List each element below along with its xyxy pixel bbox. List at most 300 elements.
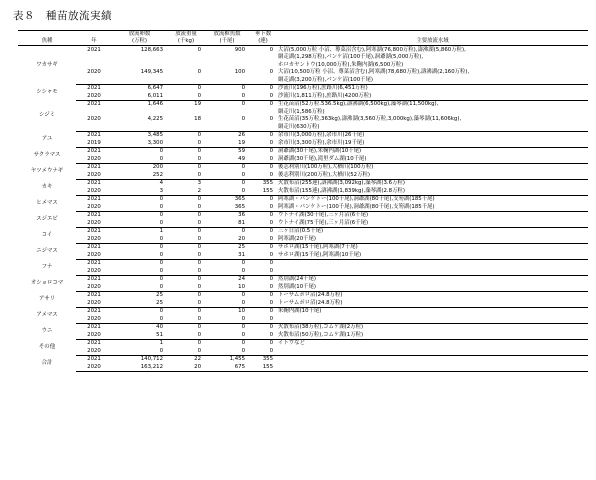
area-cell: 生花苗沼(35万粒,363kg),濤沸湖(3,560万粒,3,000kg),藻琴湖(11,606kg), <box>278 116 462 123</box>
table-title: 表８ 種苗放流実績 <box>13 10 112 22</box>
area-cell: 沙流川(196万粒),庶路川(6,451万粒) <box>278 85 368 92</box>
species-cell: ニジマス <box>36 247 58 254</box>
year-cell: 2021 <box>87 85 101 92</box>
species-cell: ヒメマス <box>36 199 58 206</box>
year-cell: 2020 <box>76 92 112 100</box>
table-row <box>18 116 588 124</box>
hang-cell: 0 <box>269 196 273 203</box>
eggs-cell: 3 <box>112 187 167 195</box>
year-cell: 2021 <box>87 196 101 203</box>
weight-cell: 0 <box>197 212 201 219</box>
table-row <box>18 259 588 267</box>
header-hang-unit: (連) <box>258 37 268 44</box>
eggs-cell: 149,345 <box>140 69 163 76</box>
fry-cell: 0 <box>241 340 245 347</box>
weight-cell: 0 <box>197 324 201 331</box>
eggs-cell: 0 <box>112 235 167 243</box>
fry-cell: 26 <box>238 132 245 139</box>
hang-cell: 0 <box>249 139 277 147</box>
table-row <box>18 195 588 203</box>
hang-cell: 155 <box>249 187 277 195</box>
eggs-cell: 0 <box>159 196 163 203</box>
header-weight-label: 放流重量 <box>175 31 197 37</box>
fry-cell: 1,455 <box>229 356 245 363</box>
hang-cell: 0 <box>249 92 277 100</box>
table-row <box>18 131 588 139</box>
eggs-cell: 1,646 <box>147 101 163 108</box>
weight-cell: 18 <box>194 116 201 123</box>
fry-cell: 0 <box>241 101 245 108</box>
table-row <box>18 251 588 259</box>
hang-cell: 0 <box>249 267 277 275</box>
year-cell: 2021 <box>87 46 101 53</box>
header-hang-label: 垂下数 <box>254 31 272 37</box>
species-cell: シシャモ <box>36 88 58 95</box>
year-cell: 2021 <box>87 340 101 347</box>
weight-cell: 0 <box>167 171 205 179</box>
table-row <box>18 147 588 155</box>
weight-cell-continued <box>167 108 205 116</box>
eggs-cell: 0 <box>159 212 163 219</box>
area-cell: 阿寒湖・パンケトー(100千尾),洞爺湖(80千尾),支笏湖(185千尾) <box>277 203 588 211</box>
table-row <box>18 219 588 227</box>
fry-cell: 0 <box>241 164 245 171</box>
area-cell: 三ヶ日沼(0.5千尾) <box>278 228 324 235</box>
table-row <box>18 46 588 54</box>
year-cell: 2020 <box>76 219 112 227</box>
eggs-cell: 0 <box>112 315 167 323</box>
header-weight <box>167 31 205 46</box>
fry-cell: 19 <box>205 139 249 147</box>
eggs-cell: 128,663 <box>140 46 163 53</box>
eggs-cell: 4 <box>159 180 163 187</box>
species-cell: コイ <box>41 231 53 238</box>
area-cell: 火散布沼(38万粒),コムケ湖(2万粒) <box>278 324 364 331</box>
area-cell: 洞爺湖(30千尾),朱鞠内湖(10千尾) <box>278 148 362 155</box>
fry-cell: 100 <box>234 69 245 76</box>
hang-cell: 0 <box>269 308 273 315</box>
hang-cell: 0 <box>249 315 277 323</box>
fry-cell: 24 <box>238 276 245 283</box>
weight-cell-continued <box>167 61 205 69</box>
year-cell: 2021 <box>87 260 101 267</box>
area-cell: 火散布沼(50万粒),コムケ湖(1万粒) <box>277 331 588 339</box>
fry-cell-continued <box>205 61 249 69</box>
fry-cell: 20 <box>205 235 249 243</box>
year-cell: 2020 <box>76 347 112 355</box>
weight-cell: 20 <box>167 363 205 371</box>
eggs-cell: 163,212 <box>112 363 167 371</box>
year-cell: 2020 <box>76 283 112 291</box>
species-cell: ワカサギ <box>36 61 58 68</box>
eggs-cell: 0 <box>159 244 163 251</box>
fry-cell: 0 <box>241 260 245 267</box>
hang-cell: 0 <box>269 260 273 267</box>
eggs-cell: 6,011 <box>112 92 167 100</box>
eggs-cell-continued <box>112 123 167 131</box>
weight-cell: 0 <box>167 251 205 259</box>
area-cell: 網走川(1,586万粒) <box>278 108 325 115</box>
year-cell: 2020 <box>76 299 112 307</box>
table-row <box>18 100 588 108</box>
weight-cell: 0 <box>197 196 201 203</box>
area-cell <box>277 347 588 355</box>
area-cell: 洞爺湖(30千尾),滝里ダム湖(10千尾) <box>277 155 588 163</box>
table-row <box>18 139 588 147</box>
area-cell: 後志利別川(100万粒),大楢川(100万粒) <box>278 164 374 171</box>
weight-cell: 0 <box>197 85 201 92</box>
area-cell: 沙流川(1,811万粒),庶路川(4200万粒) <box>277 92 588 100</box>
weight-cell: 0 <box>197 260 201 267</box>
fry-cell: 365 <box>205 203 249 211</box>
fry-cell-continued <box>205 54 249 62</box>
fry-cell: 0 <box>241 85 245 92</box>
table-row <box>18 331 588 339</box>
weight-cell: 0 <box>167 155 205 163</box>
weight-cell: 0 <box>197 276 201 283</box>
year-cell: 2021 <box>87 228 101 235</box>
hang-cell: 0 <box>269 46 273 53</box>
eggs-cell: 0 <box>159 148 163 155</box>
hang-cell: 0 <box>269 244 273 251</box>
eggs-cell: 140,712 <box>140 356 163 363</box>
hang-cell: 0 <box>249 347 277 355</box>
hang-cell: 0 <box>269 292 273 299</box>
hang-cell: 0 <box>249 203 277 211</box>
eggs-cell: 0 <box>112 155 167 163</box>
weight-cell: 0 <box>167 347 205 355</box>
table-row <box>18 243 588 251</box>
fry-cell: 0 <box>241 116 245 123</box>
table-row <box>18 363 588 371</box>
weight-cell: 0 <box>167 283 205 291</box>
year-cell-continued <box>76 123 112 131</box>
fry-cell: 10 <box>238 308 245 315</box>
hang-cell: 0 <box>249 235 277 243</box>
fry-cell: 900 <box>234 46 245 53</box>
weight-cell: 0 <box>167 267 205 275</box>
year-cell: 2021 <box>87 356 101 363</box>
year-cell: 2020 <box>76 363 112 371</box>
year-cell: 2021 <box>87 180 101 187</box>
fry-cell-continued <box>205 108 249 116</box>
species-cell: アサリ <box>38 295 56 302</box>
area-cell <box>277 355 588 363</box>
table-row <box>18 307 588 315</box>
fry-cell: 0 <box>205 315 249 323</box>
weight-cell: 0 <box>197 308 201 315</box>
hang-cell: 0 <box>249 219 277 227</box>
fry-cell: 0 <box>241 228 245 235</box>
hang-cell: 0 <box>269 164 273 171</box>
eggs-cell: 0 <box>159 308 163 315</box>
area-cell: 朱鞠内湖(10千尾) <box>278 308 322 315</box>
year-cell: 2020 <box>76 267 112 275</box>
year-cell: 2020 <box>76 315 112 323</box>
weight-cell: 0 <box>167 139 205 147</box>
weight-cell: 0 <box>197 244 201 251</box>
weight-cell-continued <box>167 54 205 62</box>
area-cell: 大沼(10,500万粒 小沼、蓴菜沼含む),阿寒湖(78,680万粒),濤沸湖(2,160万粒), <box>278 69 470 76</box>
eggs-cell: 0 <box>112 203 167 211</box>
hang-cell: 0 <box>269 228 273 235</box>
eggs-cell: 0 <box>112 283 167 291</box>
year-cell: 2020 <box>76 251 112 259</box>
hang-cell: 0 <box>269 276 273 283</box>
fry-cell: 0 <box>205 187 249 195</box>
fry-cell: 0 <box>241 180 245 187</box>
species-cell: カキ <box>41 183 53 190</box>
area-cell: 阿寒湖(20千尾) <box>277 235 588 243</box>
weight-cell: 0 <box>167 92 205 100</box>
fry-cell: 25 <box>238 244 245 251</box>
hang-cell: 0 <box>249 299 277 307</box>
table-row <box>18 323 588 331</box>
area-cell: トーサムポロ沼(24.8万粒) <box>278 292 343 299</box>
eggs-cell: 1 <box>159 340 163 347</box>
year-cell: 2020 <box>76 203 112 211</box>
table-row <box>18 211 588 219</box>
eggs-cell: 4,225 <box>147 116 163 123</box>
hang-cell: 155 <box>249 363 277 371</box>
weight-cell: 0 <box>197 132 201 139</box>
species-cell: サクラマス <box>33 151 61 158</box>
year-cell-continued <box>76 54 112 62</box>
area-cell: 網走湖(3,200万粒),パンケ沼(100千尾) <box>277 76 588 84</box>
hang-cell: 355 <box>262 180 273 187</box>
eggs-cell: 200 <box>152 164 163 171</box>
year-cell-continued <box>76 61 112 69</box>
area-cell: トーサムポロ沼(24.8万粒) <box>277 299 588 307</box>
table-row <box>18 203 588 211</box>
header-eggs-unit: (万粒) <box>132 37 147 44</box>
eggs-cell: 0 <box>112 219 167 227</box>
weight-cell: 22 <box>194 356 201 363</box>
fry-cell: 0 <box>205 347 249 355</box>
fry-cell: 365 <box>234 196 245 203</box>
species-cell: シジミ <box>38 112 56 119</box>
year-cell: 2021 <box>87 324 101 331</box>
eggs-cell: 252 <box>112 171 167 179</box>
table-row <box>18 54 588 62</box>
year-cell: 2021 <box>87 212 101 219</box>
year-cell: 2019 <box>76 139 112 147</box>
weight-cell: 0 <box>167 299 205 307</box>
year-cell: 2020 <box>87 69 101 76</box>
table-row <box>18 163 588 171</box>
table-row <box>18 227 588 235</box>
hang-cell: 0 <box>269 101 273 108</box>
table-row <box>18 275 588 283</box>
species-cell: スジエビ <box>36 215 58 222</box>
header-hang <box>249 31 277 46</box>
eggs-cell-continued <box>112 54 167 62</box>
hang-cell-continued <box>249 54 277 62</box>
table-row <box>18 315 588 323</box>
hang-cell: 0 <box>269 324 273 331</box>
area-cell <box>277 315 588 323</box>
hang-cell: 0 <box>249 283 277 291</box>
eggs-cell: 3,485 <box>147 132 163 139</box>
table-row <box>18 84 588 92</box>
area-cell: イトウなど <box>278 340 305 347</box>
table-row <box>18 76 588 84</box>
header-fry <box>205 31 249 46</box>
species-cell: オショロコマ <box>30 279 64 286</box>
area-cell: ウトナイ湖(75千尾),三ヶ月沼(6千尾) <box>277 219 588 227</box>
fry-cell: 31 <box>205 251 249 259</box>
year-cell-continued <box>76 76 112 84</box>
fry-cell: 49 <box>205 155 249 163</box>
hang-cell: 0 <box>269 340 273 347</box>
weight-cell: 0 <box>197 46 201 53</box>
table-row <box>18 123 588 131</box>
header-eggs <box>112 31 167 46</box>
fry-cell: 81 <box>205 219 249 227</box>
year-cell: 2020 <box>87 116 101 123</box>
weight-cell: 0 <box>167 203 205 211</box>
year-cell: 2020 <box>76 331 112 339</box>
eggs-cell-continued <box>112 76 167 84</box>
hang-cell: 0 <box>249 171 277 179</box>
area-cell: 火散布沼(155連),濤沸湖(1,839kg),藻琴湖(2.8万粒) <box>277 187 588 195</box>
year-cell-continued <box>76 108 112 116</box>
hang-cell: 0 <box>249 251 277 259</box>
eggs-cell: 25 <box>156 292 163 299</box>
weight-cell: 0 <box>197 340 201 347</box>
weight-cell: 0 <box>197 69 201 76</box>
year-cell: 2021 <box>87 101 101 108</box>
hang-cell: 355 <box>262 356 273 363</box>
area-cell <box>277 259 588 267</box>
eggs-cell: 1 <box>159 228 163 235</box>
year-cell: 2021 <box>87 244 101 251</box>
area-cell: 大沼(5,000万粒 小沼、蓴菜沼含む),阿寒湖(76,800万粒),濤沸湖(5,860万粒), <box>278 46 466 53</box>
year-cell: 2021 <box>87 276 101 283</box>
table-row <box>18 299 588 307</box>
table-row <box>18 155 588 163</box>
weight-cell: 0 <box>167 219 205 227</box>
weight-cell: 2 <box>167 187 205 195</box>
header-weight-unit: (千kg) <box>177 37 195 44</box>
weight-cell: 0 <box>167 315 205 323</box>
year-cell: 2021 <box>87 308 101 315</box>
table-row <box>18 171 588 179</box>
fry-cell: 0 <box>205 331 249 339</box>
fry-cell: 10 <box>205 283 249 291</box>
weight-cell: 0 <box>197 228 201 235</box>
eggs-cell-continued <box>112 61 167 69</box>
fry-cell-continued <box>205 76 249 84</box>
eggs-cell: 51 <box>112 331 167 339</box>
eggs-cell: 0 <box>112 267 167 275</box>
hang-cell: 0 <box>269 212 273 219</box>
weight-cell: 19 <box>194 101 201 108</box>
table-row <box>18 179 588 187</box>
weight-cell: 0 <box>197 148 201 155</box>
area-cell: 後志利別川(200万粒),大楢川(52万粒) <box>277 171 588 179</box>
area-cell: 網走湖(1,298万粒),パンケ沼(100千尾),洞爺湖(5,000万粒), <box>278 54 424 61</box>
year-cell: 2021 <box>87 148 101 155</box>
hang-cell: 0 <box>269 132 273 139</box>
weight-cell: 3 <box>197 180 201 187</box>
table-body <box>18 46 588 372</box>
hang-cell-continued <box>249 76 277 84</box>
table-row <box>18 291 588 299</box>
eggs-cell: 0 <box>112 347 167 355</box>
area-cell <box>277 267 588 275</box>
hang-cell: 0 <box>269 69 273 76</box>
fry-cell: 36 <box>238 212 245 219</box>
area-cell: 然別湖(24千尾) <box>278 276 317 283</box>
table-row <box>18 61 588 69</box>
header-fry-label: 放流稚魚数 <box>213 31 241 37</box>
table-row <box>18 355 588 363</box>
area-cell <box>277 363 588 371</box>
weight-cell: 0 <box>167 235 205 243</box>
species-cell: アユ <box>41 135 53 142</box>
species-cell: その他 <box>38 343 56 350</box>
hang-cell-continued <box>249 123 277 131</box>
hang-cell: 0 <box>249 155 277 163</box>
species-cell: ヤツメウナギ <box>30 167 64 174</box>
year-cell: 2020 <box>76 235 112 243</box>
table-row <box>18 283 588 291</box>
year-cell: 2021 <box>87 164 101 171</box>
header-area: 主要放流水域 <box>277 31 588 46</box>
year-cell: 2021 <box>87 132 101 139</box>
area-cell: ウトナイ湖(30千尾),三ヶ月沼(6千尾) <box>278 212 369 219</box>
hang-cell: 0 <box>269 116 273 123</box>
fry-cell: 59 <box>238 148 245 155</box>
eggs-cell: 6,647 <box>147 85 163 92</box>
fry-cell: 0 <box>205 267 249 275</box>
hang-cell: 0 <box>269 85 273 92</box>
table-row <box>18 108 588 116</box>
area-cell: ホロカヤントウ(10,000万粒),朱鞠内湖(6,500万粒) <box>278 61 404 68</box>
fry-cell: 0 <box>241 292 245 299</box>
stocking-results-table <box>18 30 588 372</box>
fry-cell: 0 <box>205 299 249 307</box>
area-cell: 生花苗沼(52万粒.536.5kg),濤沸湖(6,500kg),藻琴湖(11,500kg), <box>278 101 439 108</box>
year-cell: 2020 <box>76 155 112 163</box>
species-cell: 合計 <box>41 359 53 366</box>
table-row <box>18 339 588 347</box>
weight-cell-continued <box>167 123 205 131</box>
eggs-cell: 0 <box>159 276 163 283</box>
weight-cell: 0 <box>197 164 201 171</box>
fry-cell: 675 <box>205 363 249 371</box>
fry-cell: 0 <box>205 92 249 100</box>
table-row <box>18 69 588 77</box>
header-eggs-label: 放流卵数 <box>128 31 151 37</box>
eggs-cell: 0 <box>159 260 163 267</box>
table-row <box>18 267 588 275</box>
hang-cell-continued <box>249 61 277 69</box>
fry-cell: 0 <box>241 324 245 331</box>
hang-cell: 0 <box>249 331 277 339</box>
table-row <box>18 92 588 100</box>
area-cell: 余市川(3,000万粒),余市川(26千尾) <box>278 132 365 139</box>
weight-cell: 0 <box>197 292 201 299</box>
eggs-cell: 3,300 <box>112 139 167 147</box>
eggs-cell-continued <box>112 108 167 116</box>
header-year: 年 <box>76 31 112 46</box>
area-cell: サホロ湖(15千尾),阿寒湖(10千尾) <box>277 251 588 259</box>
table-row <box>18 347 588 355</box>
year-cell: 2020 <box>76 171 112 179</box>
year-cell: 2020 <box>76 187 112 195</box>
